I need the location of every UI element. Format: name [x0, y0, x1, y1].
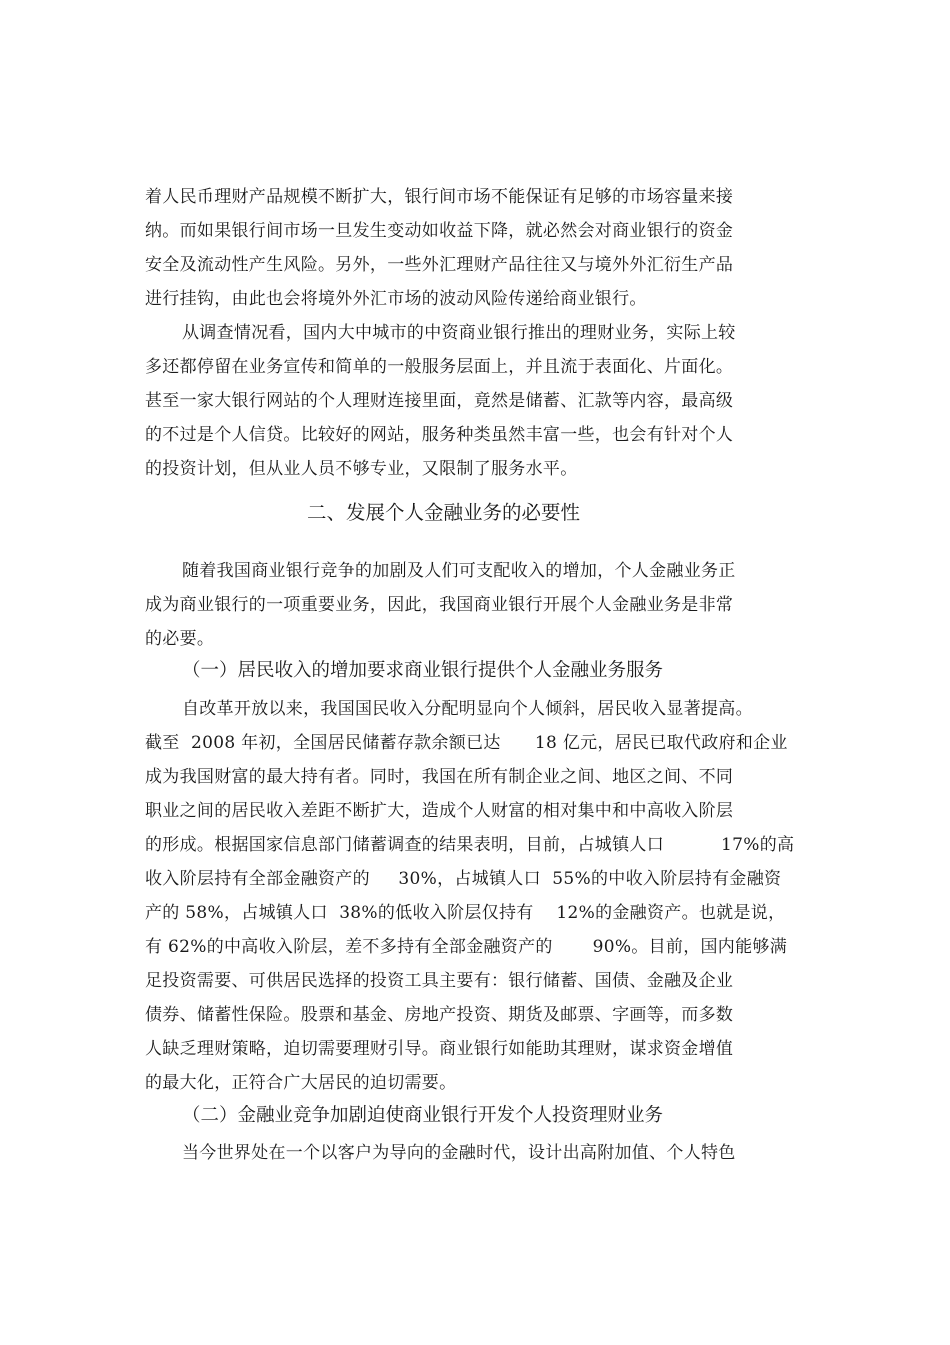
text-line: 的不过是个人信贷。比较好的网站，服务种类虽然丰富一些，也会有针对个人 [145, 425, 734, 445]
text-line: 当今世界处在一个以客户为导向的金融时代，设计出高附加值、个人特色 [182, 1143, 736, 1163]
text-line: 足投资需要、可供居民选择的投资工具主要有：银行储蓄、国债、金融及企业 [145, 971, 734, 991]
text-line: 自改革开放以来，我国国民收入分配明显向个人倾斜，居民收入显著提高。 [182, 699, 753, 719]
text-line: 着人民币理财产品规模不断扩大，银行间市场不能保证有足够的市场容量来接 [145, 187, 734, 207]
text-line: 的形成。根据国家信息部门储蓄调查的结果表明，目前，占城镇人口 17%的高 [145, 835, 795, 855]
text-line: 安全及流动性产生风险。另外，一些外汇理财产品往往又与境外外汇衍生产品 [145, 255, 734, 275]
subsection-heading: （二）金融业竞争加剧迫使商业银行开发个人投资理财业务 [182, 1105, 664, 1126]
text-line: 甚至一家大银行网站的个人理财连接里面，竟然是储蓄、汇款等内容，最高级 [145, 391, 734, 411]
text-line: 的必要。 [145, 629, 215, 649]
text-line: 随着我国商业银行竞争的加剧及人们可支配收入的增加，个人金融业务正 [182, 561, 736, 581]
text-line: 纳。而如果银行间市场一旦发生变动如收益下降，就必然会对商业银行的资金 [145, 221, 734, 241]
text-line: 有 62%的中高收入阶层，差不多持有全部金融资产的 90%。目前，国内能够满 [145, 937, 787, 957]
text-line: 债券、储蓄性保险。股票和基金、房地产投资、期货及邮票、字画等，而多数 [145, 1005, 734, 1025]
text-line: 收入阶层持有全部金融资产的 30%，占城镇人口 55%的中收入阶层持有金融资 [145, 869, 782, 889]
text-line: 产的 58%，占城镇人口 38%的低收入阶层仅持有 12%的金融资产。也就是说， [145, 903, 786, 923]
text-line: 职业之间的居民收入差距不断扩大，造成个人财富的相对集中和中高收入阶层 [145, 801, 734, 821]
subsection-heading: （一）居民收入的增加要求商业银行提供个人金融业务服务 [182, 660, 664, 681]
text-line: 进行挂钩，由此也会将境外外汇市场的波动风险传递给商业银行。 [145, 289, 647, 309]
text-line: 截至 2008 年初，全国居民储蓄存款余额已达 18 亿元，居民已取代政府和企业 [145, 733, 788, 753]
text-line: 多还都停留在业务宣传和简单的一般服务层面上，并且流于表面化、片面化。 [145, 357, 734, 377]
text-line: 成为我国财富的最大持有者。同时，我国在所有制企业之间、地区之间、不同 [145, 767, 734, 787]
text-line: 人缺乏理财策略，迫切需要理财引导。商业银行如能助其理财，谋求资金增值 [145, 1039, 734, 1059]
text-line: 成为商业银行的一项重要业务，因此，我国商业银行开展个人金融业务是非常 [145, 595, 734, 615]
text-line: 从调查情况看，国内大中城市的中资商业银行推出的理财业务，实际上较 [182, 323, 736, 343]
text-line: 的投资计划，但从业人员不够专业，又限制了服务水平。 [145, 459, 578, 479]
section-heading: 二、发展个人金融业务的必要性 [307, 501, 581, 524]
text-line: 的最大化，正符合广大居民的迫切需要。 [145, 1073, 457, 1093]
